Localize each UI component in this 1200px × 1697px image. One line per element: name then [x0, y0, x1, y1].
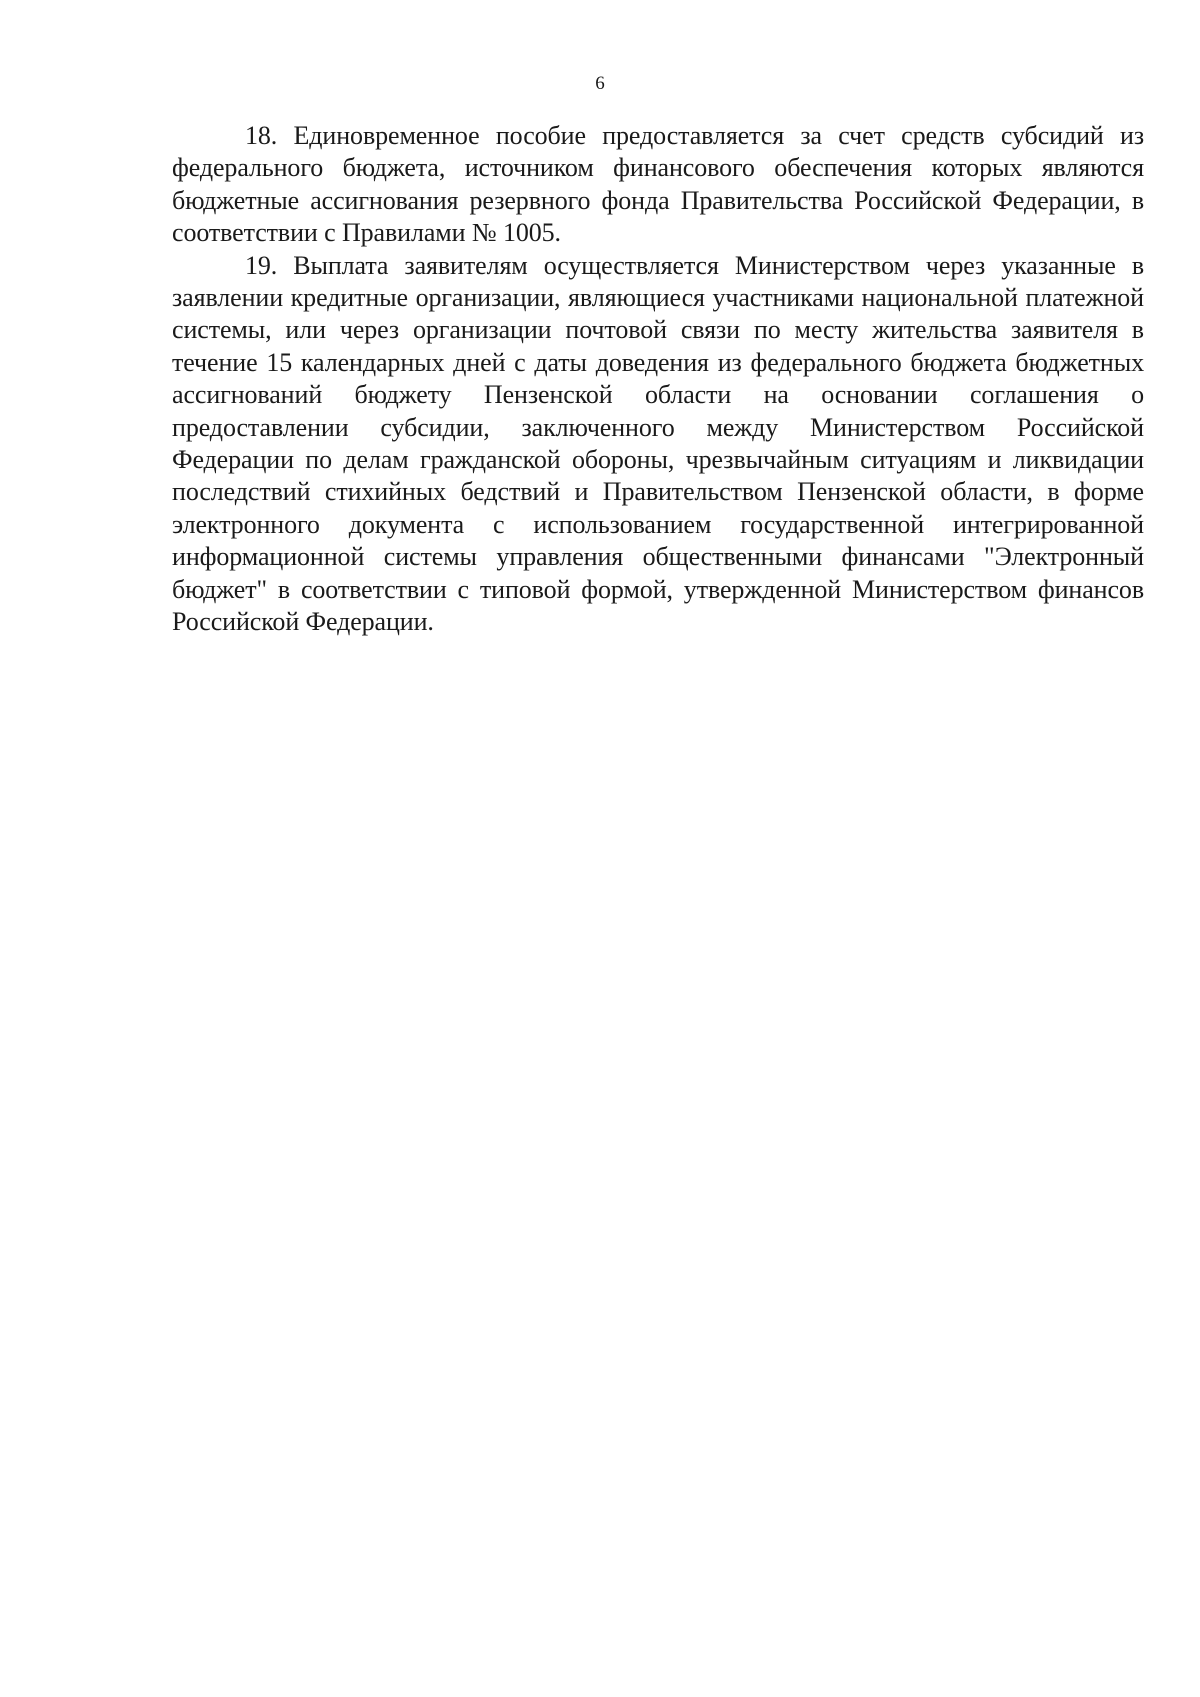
- paragraph-18: 18. Единовременное пособие предоставляется за счет средств субсидий из федерального бюджета, источником финансового обеспечения которых являются бюджетные ассигнования резервного фонда Правительства Российской Федерации, в соответствии с Правилами № 1005.: [172, 121, 1144, 248]
- document-body: [172, 120, 1144, 639]
- paragraph-19: 19. Выплата заявителям осуществляется Министерством через указанные в заявлении кредитные организации, являющиеся участниками национальной платежной системы, или через организации почтовой связи по месту жительства заявителя в течение 15 календарных дней с даты доведения из федерального бюджета бюджетных ассигнований бюджету Пензенской области на основании соглашения о предоставлении субсидии, заключенного между Министерством Российской Федерации по делам гражданской обороны, чрезвычайным ситуациям и ликвидации последствий стихийных бедствий и Правительством Пензенской области, в форме электронного документа с использованием государственной интегрированной информационной системы управления общественными финансами "Электронный бюджет" в соответствии с типовой формой, утвержденной Министерством финансов Российской Федерации.: [172, 250, 1144, 637]
- page-number: 6: [595, 73, 605, 94]
